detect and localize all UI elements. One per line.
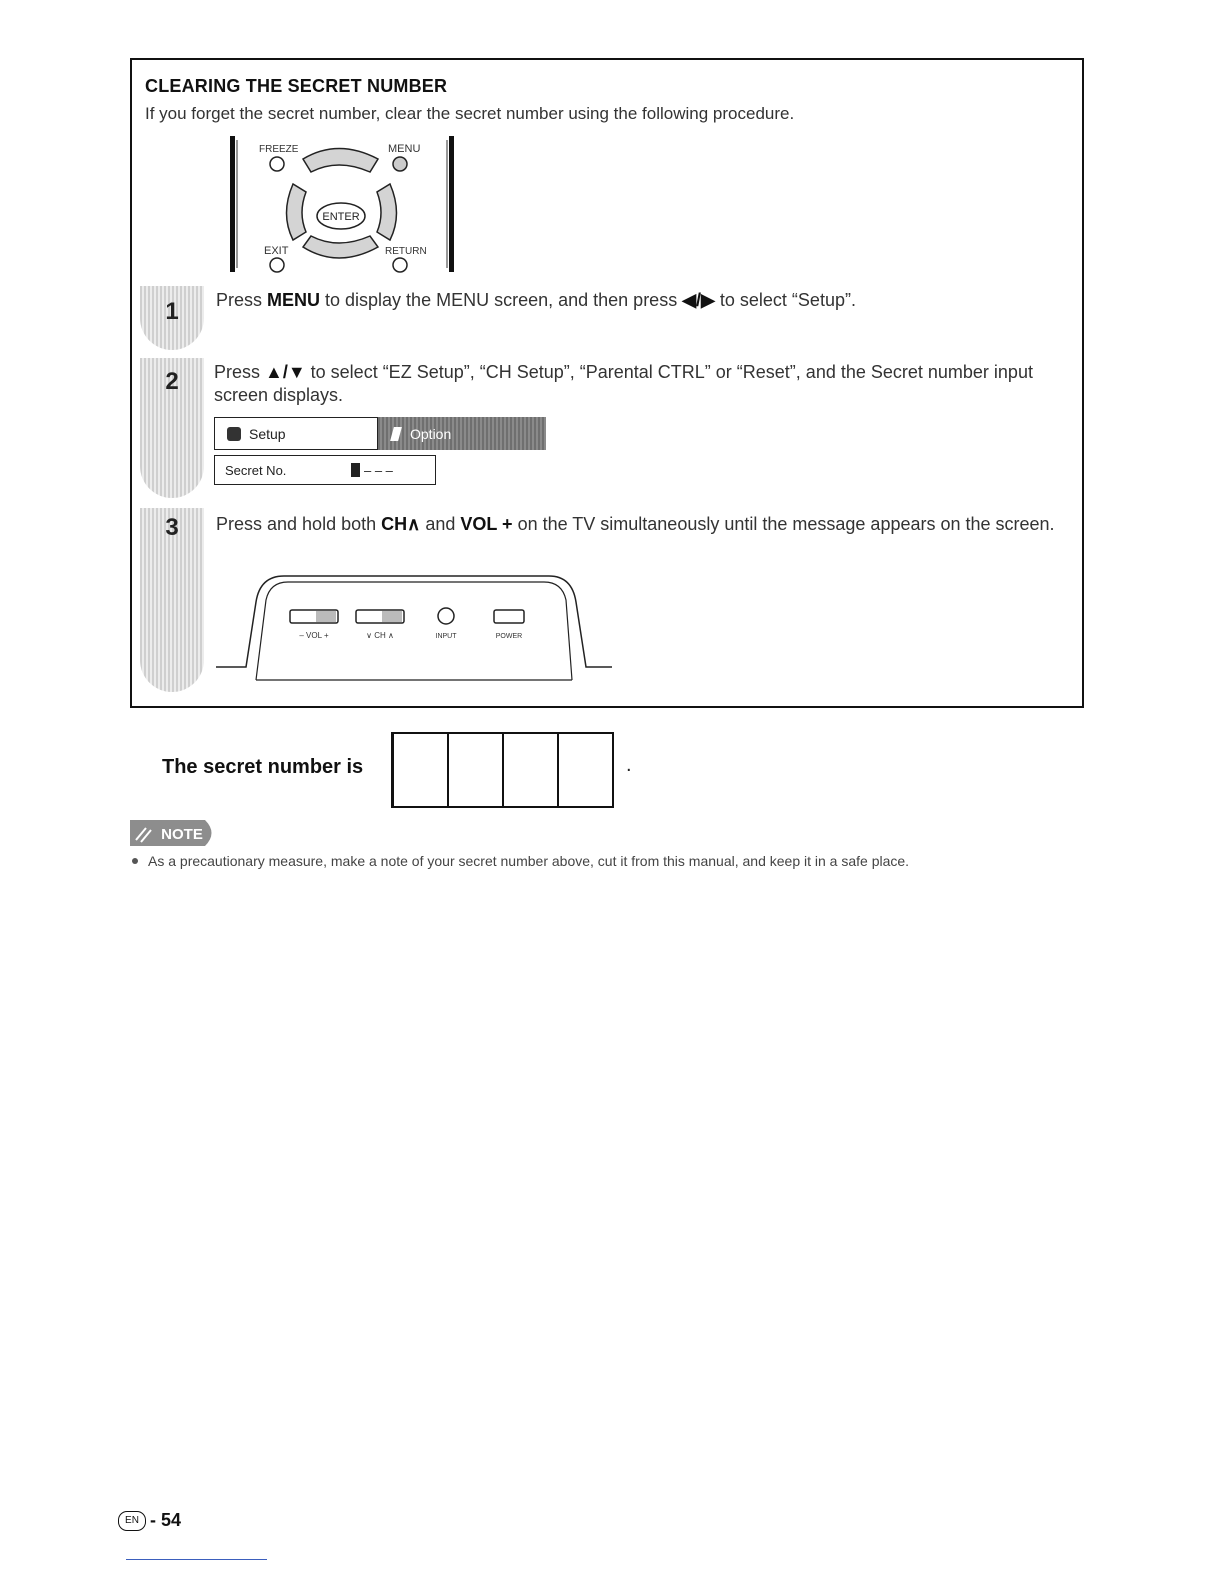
secret-number-boxes	[391, 732, 614, 808]
step-text-part: and	[420, 514, 461, 534]
remote-illustration	[228, 132, 458, 275]
step-number-badge	[140, 358, 204, 498]
section-title: CLEARING THE SECRET NUMBER	[145, 76, 448, 96]
step-number: 3	[165, 514, 179, 541]
vol-label: – VOL +	[299, 631, 329, 640]
left-arrow-icon	[287, 184, 307, 240]
setup-tab-label: Setup	[249, 425, 286, 442]
step-3-text	[216, 513, 1076, 536]
input-label: INPUT	[435, 633, 457, 640]
step-number-badge	[140, 286, 204, 350]
language-badge	[118, 1511, 146, 1531]
exit-button	[270, 258, 284, 272]
digit-box	[449, 734, 504, 806]
secret-number-row	[214, 455, 436, 485]
secret-number-label: The secret number is	[162, 756, 364, 778]
bottom-rule	[126, 1559, 267, 1560]
step-text-part: to select “EZ Setup”, “CH Setup”, “Parental CTRL” or “Reset”, and the Secret number input screen displays.	[214, 362, 1033, 405]
ch-up-highlight	[382, 611, 402, 622]
step-number: 2	[165, 368, 179, 395]
secret-number-label: Secret No.	[225, 462, 287, 478]
step-2-text	[214, 361, 1074, 407]
freeze-button	[270, 157, 284, 171]
step-1-text	[216, 289, 856, 312]
return-label: RETURN	[385, 246, 427, 257]
menu-button	[393, 157, 407, 171]
vol-plus-highlight	[316, 611, 336, 622]
option-icon	[390, 427, 402, 441]
secret-number-screen	[214, 417, 546, 487]
page-footer	[118, 1510, 181, 1531]
note-item	[130, 853, 909, 869]
up-arrow-icon	[303, 149, 378, 173]
down-arrow-icon	[303, 236, 378, 258]
power-label: POWER	[495, 633, 523, 640]
step-text-part: Press	[216, 290, 268, 310]
page-number: - 54	[150, 1510, 182, 1530]
ch-label: ∨ CH ∧	[366, 631, 394, 640]
step-text-part: Press	[214, 362, 266, 382]
exit-label: EXIT	[264, 245, 289, 257]
digit-box	[394, 734, 449, 806]
freeze-label: FREEZE	[259, 144, 299, 155]
step-number-badge	[140, 508, 204, 692]
menu-label: MENU	[388, 143, 421, 155]
step-number: 1	[165, 298, 179, 325]
step-text-part: Press and hold both	[216, 514, 382, 534]
option-tab-label: Option	[410, 425, 452, 442]
note-text: As a precautionary measure, make a note of your secret number above, cut it from this manual, and keep it in a safe place.	[148, 853, 910, 869]
step-text-part: to display the MENU screen, and then press	[320, 290, 683, 310]
option-tab	[378, 417, 546, 450]
step-text-part: on the TV simultaneously until the message appears on the screen.	[512, 514, 1055, 534]
secret-number-period: .	[626, 754, 632, 776]
digit-box	[504, 734, 559, 806]
ch-up-key: CH∧	[381, 514, 421, 534]
setup-tab	[214, 417, 378, 450]
section-intro: If you forget the secret number, clear the secret number using the following procedure.	[145, 104, 795, 123]
digit-box	[559, 734, 612, 806]
bullet-icon	[132, 858, 138, 864]
language-code: EN	[125, 1515, 139, 1526]
left-right-arrows-icon: ◀/▶	[682, 290, 715, 310]
return-button	[393, 258, 407, 272]
step-text-part: to select “Setup”.	[714, 290, 856, 310]
menu-key: MENU	[267, 290, 321, 310]
input-button	[438, 608, 454, 624]
setup-icon	[227, 427, 241, 441]
enter-label: ENTER	[322, 211, 360, 223]
power-button	[494, 610, 524, 623]
note-badge	[130, 820, 218, 846]
up-down-arrows-icon: ▲/▼	[265, 362, 306, 382]
vol-up-key: VOL +	[460, 514, 513, 534]
note-label: NOTE	[161, 826, 203, 843]
right-arrow-icon	[377, 184, 397, 240]
secret-number-value: – – –	[364, 462, 393, 478]
input-cursor-icon	[351, 463, 360, 477]
tv-control-panel	[214, 572, 614, 684]
